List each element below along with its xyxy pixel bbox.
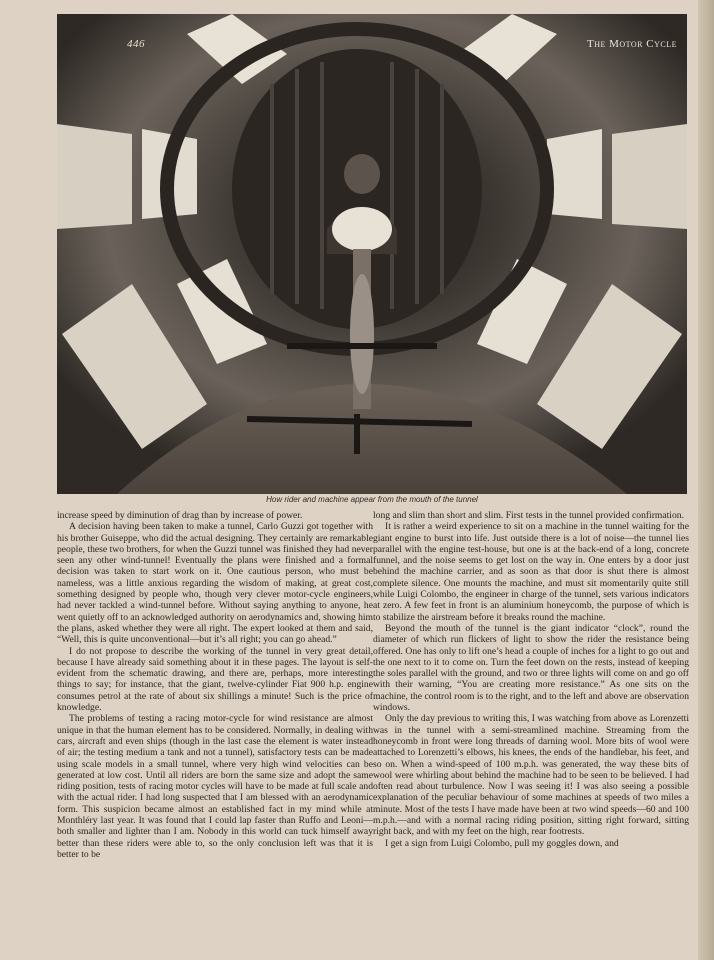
paragraph: Beyond the mouth of the tunnel is the giant indicator “clock”, round the diameter of which run flickers of light to show the rider the resistance being offered. One has only to lift one’s head a couple of inches for a light to go out and the one next to it to come on. Turn the feet down on the rests, instead of keeping the soles parallel with the ground, and two or three lights will come on and go off with their warning, “You are creating more resistance.” As one sits on the machine, the control room is to the right, and to the left and above are observation windows. [373, 622, 689, 714]
page-number: 446 [127, 38, 145, 50]
paragraph: Only the day previous to writing this, I was watching from above as Lorenzetti was in the tunnel with a semi-streamlined machine. Streaming from the honeycomb in front were long threads of darning wool. More bits of wool were attached to Lorenzetti’s elbows, his knees, the ends of the handlebar, his feet, and so on. When a wind-speed of 100 m.p.h. was generated, the way these bits of wool were whirling about behind the machine had to be seen to be believed. I had often read about turbulence. Now I was seeing it! I was also seeing a possible explanation of the peculiar behaviour of some machines at speeds of two miles a minute. Most of the tests I have made have been at two wind speeds—60 and 100 m.p.h.—and with a normal racing riding position, sitting right forward, sitting right back, and with my feet on the high, rear footrests. [373, 713, 689, 838]
page-edge [698, 0, 714, 960]
tunnel-photo [57, 14, 687, 494]
paragraph: increase speed by diminution of drag than by increase of power. [57, 510, 303, 521]
photo-caption: How rider and machine appear from the mouth of the tunnel [266, 495, 478, 504]
right-column [373, 510, 689, 849]
magazine-title: The Motor Cycle [586, 38, 677, 50]
paragraph: The problems of testing a racing motor-cycle for wind resistance are almost unique in that the human element has to be considered. Normally, in dealing with cars, aircraft and even ships (though in the last case the element is water instead of air; the testing medium a tank and not a tunnel), satisfactory tests can be made using scale models in a small tunnel, where very high wind velocities can be generated at low cost. Until all riders are born the same size and adopt the same riding position, tests of racing motor cycles will have to be made at full scale and with the actual rider. I had long suspected that I am blessed with an aerodynamic form. This suspicion became almost an established fact in my mind while at Monthléry last year. It was found that I could lap faster than Ruffo and Leoni—both smaller and lighter than I am. Nobody in this world can tuck himself away better than these riders were able to, so the only conclusion left was that it is better to be [57, 713, 373, 860]
paragraph: long and slim than short and slim. First tests in the tunnel provided confirmation. [373, 510, 684, 521]
paragraph: I do not propose to describe the working of the tunnel in very great detail, because I have already said something about it in these pages. The layout is self-evident from the schematic drawing, and there are, perhaps, more interesting things to say; for instance, that the giant, twelve-cylinder Fiat 900 h.p. engine consumes petrol at the rate of about six shillings a minute! Such is the price of knowledge. [57, 645, 373, 714]
left-column [57, 510, 373, 860]
paragraph: A decision having been taken to make a tunnel, Carlo Guzzi got together with his brother Guiseppe, who did the actual designing. They certainly are remarkable people, these two brothers, for when the Guzzi tunnel was finished they had never seen any other wind-tunnel! Eventually the plans were finished and a formal decision was taken to start work on it. One cautious person, who must be nameless, was a little anxious regarding the wisdom of making, at great cost, something designed by people who, though very clever motor-cycle engineers, had never tackled a wind-tunnel before. Without saying anything to anyone, he went quietly off to an acknowledged authority on aerodynamics and, showing him the plans, asked whether they were all right. The expert looked at them and said, “Well, this is quite unconventional—but it’s all right; you can go ahead.” [57, 521, 373, 646]
paragraph: It is rather a weird experience to sit on a machine in the tunnel waiting for the giant engine to burst into life. Just outside there is a lot of noise—the tunnel lies parallel with the engine test-house, but one is at the back-end of a long, concrete funnel, and the noise seems to get lost on the way in. One enters by a door just behind the machine carrier, and as soon as that door is shut there is almost complete silence. One mounts the machine, and must sit momentarily quite still while Luigi Colombo, the engineer in charge of the tunnel, sets various indicators at zero. A few feet in front is an aluminium honeycomb, the purpose of which is to stabilize the airstream before it breaks round the machine. [373, 521, 689, 623]
paragraph: I get a sign from Luigi Colombo, pull my goggles down, and [385, 837, 619, 849]
